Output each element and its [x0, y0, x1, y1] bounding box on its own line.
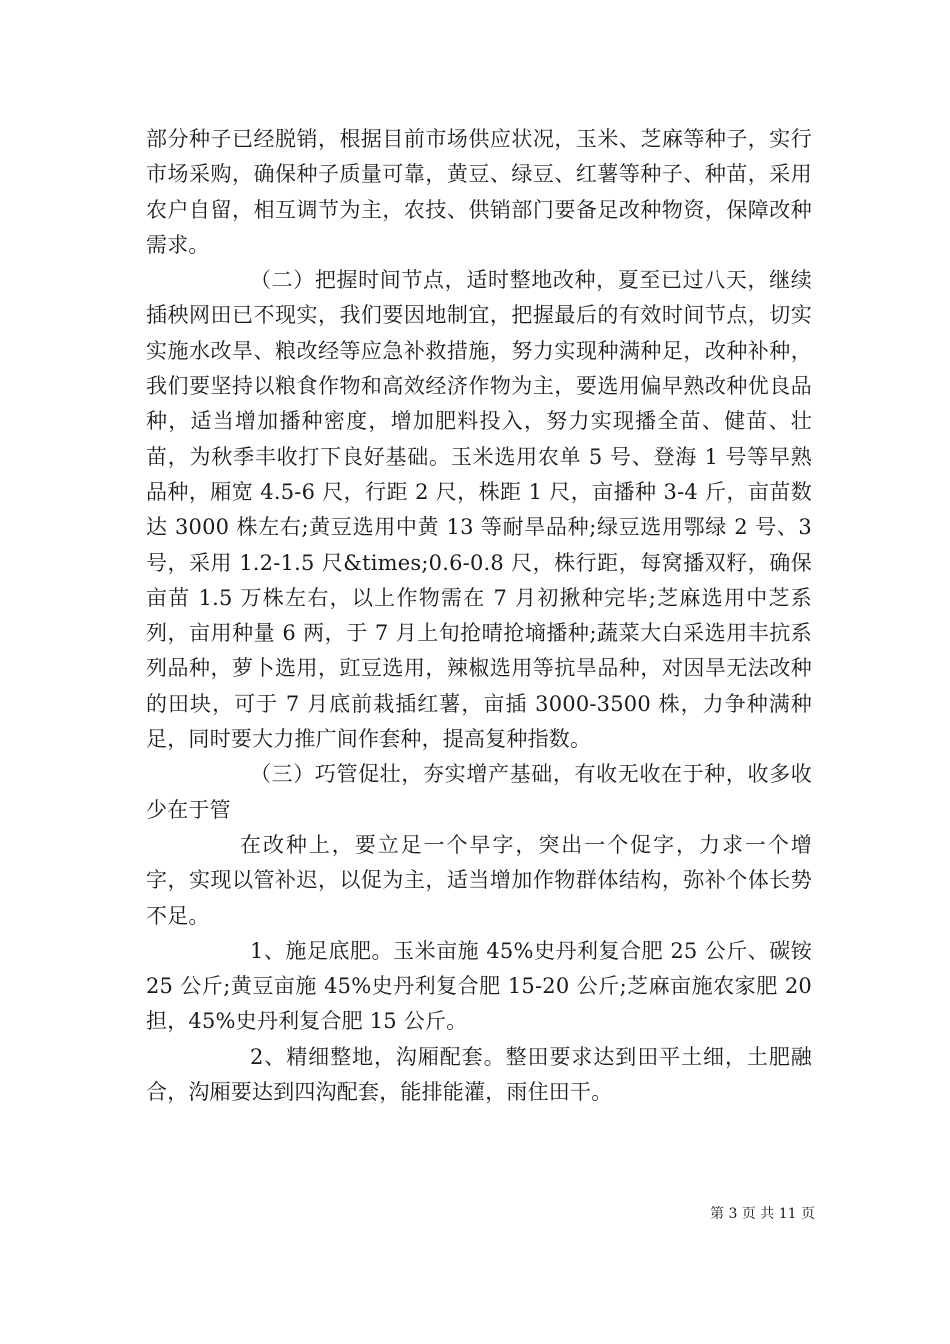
paragraph-seed-supply: 部分种子已经脱销，根据目前市场供应状况，玉米、芝麻等种子，实行市场采购，确保种子质量可靠，黄豆、绿豆、红薯等种子、种苗，采用农户自留，相互调节为主，农技、供销部门要备足改种物资，保障改种需求。 — [146, 127, 812, 257]
paragraph-base-fertilizer: 1、施足底肥。玉米亩施 45%史丹利复合肥 25 公斤、碳铵 25 公斤;黄豆亩施 45%史丹利复合肥 15-20 公斤;芝麻亩施农家肥 20 担，45%史丹利复合肥 15 公斤。 — [146, 938, 812, 1034]
page-number-footer: 第 3 页 共 11 页 — [710, 1206, 815, 1222]
document-body — [146, 122, 812, 1110]
paragraph-section-three-heading: （三）巧管促壮，夯实增产基础，有收无收在于种，收多收少在于管 — [146, 762, 812, 822]
paragraph-replanting: 在改种上，要立足一个早字，突出一个促字，力求一个增字，实现以管补迟，以促为主，适当增加作物群体结构，弥补个体长势不足。 — [146, 832, 812, 928]
paragraph-section-two: （二）把握时间节点，适时整地改种，夏至已过八天，继续插秧网田已不现实，我们要因地制宜，把握最后的有效时间节点，切实实施水改旱、粮改经等应急补救措施，努力实现种满种足，改种补种，我们要坚持以粮食作物和高效经济作物为主，要选用偏早熟改种优良品种，适当增加播种密度，增加肥料投入，努力实现播全苗、健苗、壮苗，为秋季丰收打下良好基础。玉米选用农单 5 号、登海 1 号等早熟品种，厢宽 4.5-6 尺，行距 2 尺，株距 1 尺，亩播种 3-4 斤，亩苗数达 3000 株左右;黄豆选用中黄 13 等耐旱品种;绿豆选用鄂绿 2 号、3 号，采用 1.2-1.5 尺&times;0.6-0.8 尺，株行距，每窝播双籽，确保亩苗 1.5 万株左右，以上作物需在 7 月初揪种完毕;芝麻选用中芝系列，亩用种量 6 两，于 7 月上旬抢晴抢墒播种;蔬菜大白采选用丰抗系列品种，萝卜选用，豇豆选用，辣椒选用等抗旱品种，对因旱无法改种的田块，可于 7 月底前栽插红薯，亩插 3000-3500 株，力争种满种足，同时要大力推广间作套种，提高复种指数。 — [146, 268, 812, 752]
paragraph-land-preparation: 2、精细整地，沟厢配套。整田要求达到田平土细，土肥融合，沟厢要达到四沟配套，能排能灌，雨住田干。 — [146, 1044, 812, 1105]
